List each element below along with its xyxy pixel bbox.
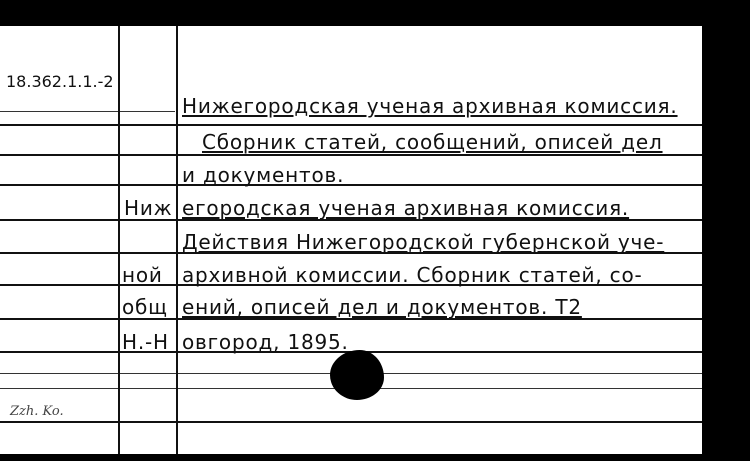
secondary-entry-line: архивной комиссии. Сборник статей, со- (182, 263, 643, 287)
ruled-line (0, 154, 702, 156)
ruled-line (0, 421, 702, 423)
margin-line (176, 26, 178, 454)
ruled-line (0, 124, 702, 126)
secondary-entry-line: егородская ученая архивная комиссия. (182, 196, 630, 220)
secondary-entry-line: овгород, 1895. (182, 330, 349, 354)
main-entry-title-line: и документов. (182, 163, 345, 187)
shelfmark: 18.362.1.1.-2 (6, 72, 114, 91)
main-entry-title-line: Сборник статей, сообщений, описей дел (202, 130, 663, 154)
gutter-text: ной (122, 263, 163, 287)
secondary-entry-line: Действия Нижегородской губернской уче- (182, 230, 665, 254)
secondary-entry-line: ений, описей дел и документов. Т2 (182, 295, 582, 319)
scan-edge (702, 0, 750, 461)
ruled-line (0, 184, 702, 186)
footer-note: Zzh. Ko. (10, 404, 64, 419)
gutter-text: Н.-Н (122, 330, 169, 354)
ruled-line (0, 111, 175, 112)
gutter-text: Ниж (124, 196, 173, 220)
gutter-text: общ (122, 295, 168, 319)
main-entry-heading: Нижегородская ученая архивная комиссия. (182, 94, 678, 118)
margin-line (118, 26, 120, 454)
ink-blot (330, 350, 384, 400)
